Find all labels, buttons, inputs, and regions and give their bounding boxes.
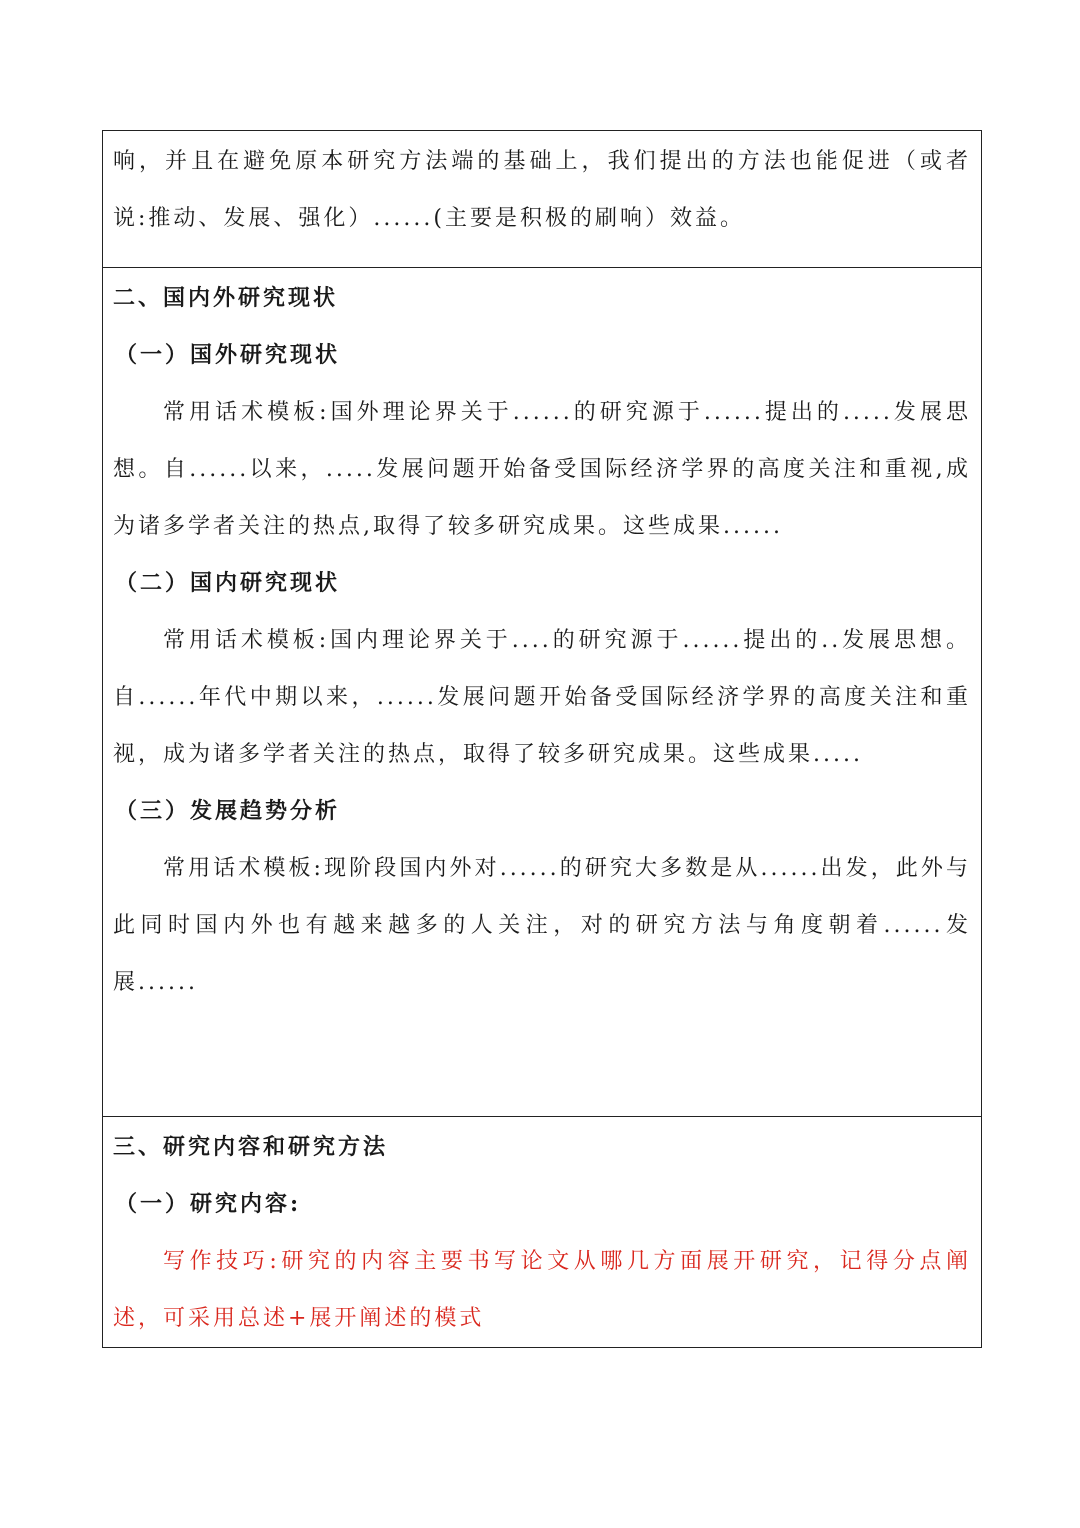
document-table [102,130,982,1348]
table-cell-intro [103,131,982,268]
table-cell-research-status [103,268,982,1117]
intro-paragraph: 响，并且在避免原本研究方法端的基础上，我们提出的方法也能促进（或者说:推动、发展、强化）......(主要是积极的刷响）效益。 [113,149,971,231]
table-cell-research-content [103,1117,982,1348]
subheading-trend-analysis: （三）发展趋势分析 [115,798,341,824]
subheading-research-content: （一）研究内容: [115,1191,302,1217]
trend-analysis-paragraph: 常用话术模板:现阶段国内外对......的研究大多数是从......出发，此外与此同时国内外也有越来越多的人关注，对的研究方法与角度朝着......发展...... [113,856,971,995]
section-heading-research-status: 二、国内外研究现状 [113,285,339,311]
foreign-status-paragraph: 常用话术模板:国外理论界关于......的研究源于......提出的.....发展思想。自......以来，.....发展问题开始备受国际经济学界的高度关注和重视,成为诸多学者关注的热点,取得了较多研究成果。这些成果...... [113,400,971,539]
domestic-status-paragraph: 常用话术模板:国内理论界关于....的研究源于......提出的..发展思想。自......年代中期以来，......发展问题开始备受国际经济学界的高度关注和重视，成为诸多学者关注的热点，取得了较多研究成果。这些成果..... [113,628,971,767]
subheading-domestic-status: （二）国内研究现状 [115,570,341,596]
section-heading-research-content: 三、研究内容和研究方法 [113,1134,389,1160]
subheading-foreign-status: （一）国外研究现状 [115,342,341,368]
writing-tip-paragraph: 写作技巧:研究的内容主要书写论文从哪几方面展开研究，记得分点阐述，可采用总述+展开阐述的模式 [113,1249,971,1331]
